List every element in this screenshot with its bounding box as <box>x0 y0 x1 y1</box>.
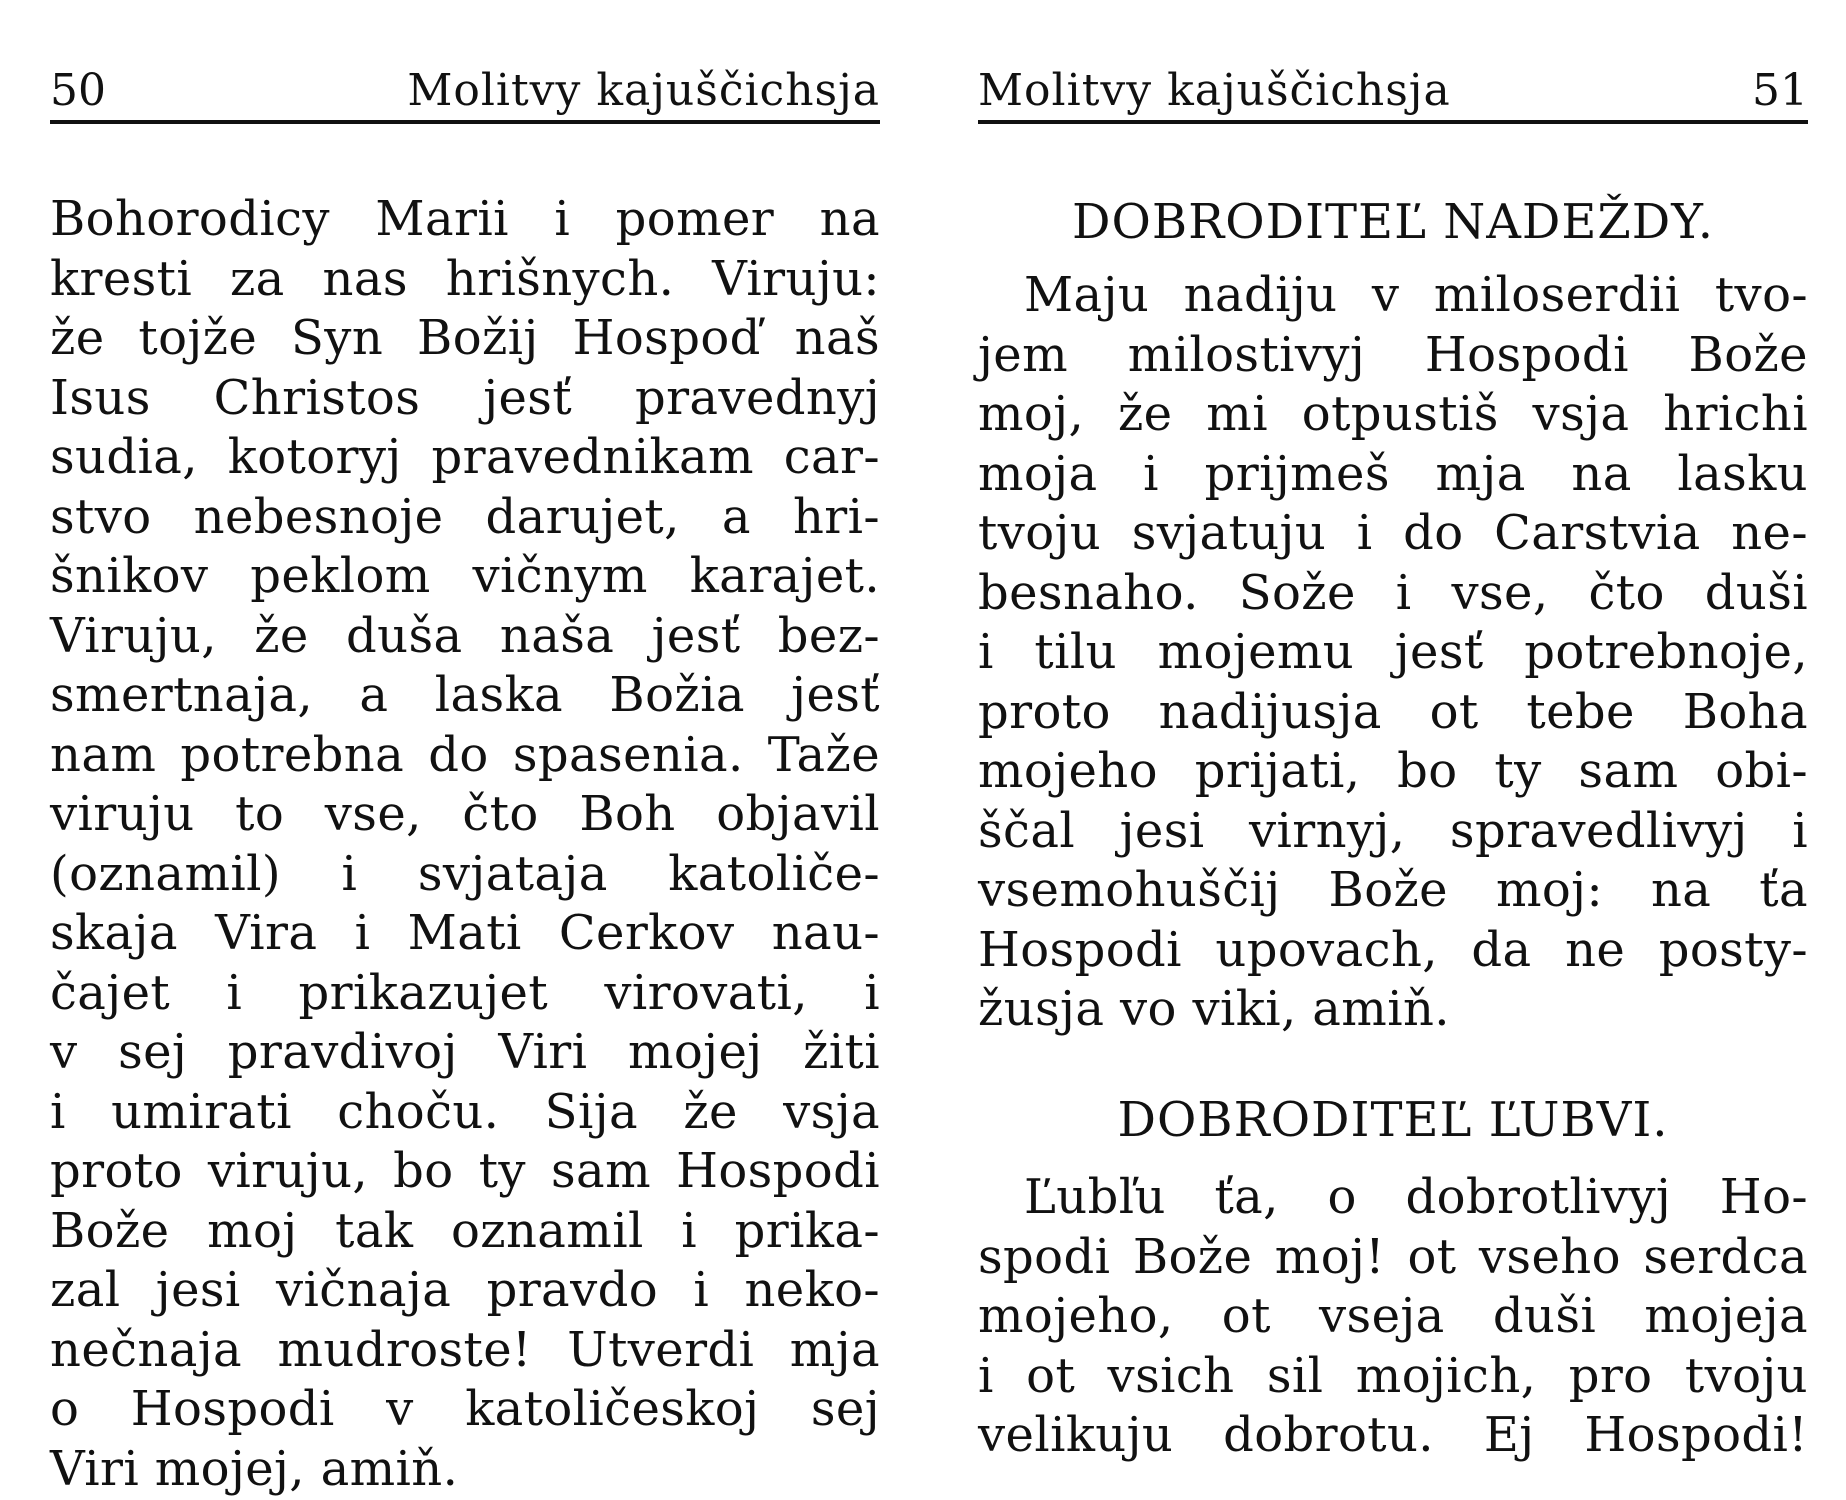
text-line: (oznamil) i svjataja katoliče- <box>50 845 880 902</box>
text-line: i tilu mojemu jesť potrebnoje, <box>978 624 1808 680</box>
text-line: tvoju svjatuju i do Carstvia ne- <box>978 505 1808 561</box>
text-line: ščal jesi virnyj, spravedlivyj i <box>978 802 1808 859</box>
text-line: sudia, kotoryj pravednikam car- <box>50 429 880 485</box>
left-running-head <box>50 62 880 124</box>
text-line: mojeho, ot vseja duši mojeja <box>978 1288 1808 1344</box>
text-line: viruju to vse, čto Boh objavil <box>50 786 880 842</box>
left-body-text <box>50 190 880 1499</box>
text-line: Hospodi upovach, da ne posty- <box>978 921 1808 978</box>
running-title: Molitvy kajuščichsja <box>978 65 1451 116</box>
text-line: proto viruju, bo ty sam Hospodi <box>50 1143 880 1199</box>
text-line: čajet i prikazujet virovati, i <box>50 964 880 1021</box>
text-line: Maju nadiju v miloserdii tvo- <box>1024 267 1808 323</box>
text-line: Viri mojej, amiň. <box>50 1440 459 1497</box>
text-line: mojeho prijati, bo ty sam obi- <box>978 743 1808 799</box>
right-running-head <box>978 62 1808 124</box>
text-line: kresti za nas hrišnych. Viruju: <box>50 250 880 307</box>
text-line: v sej pravdivoj Viri mojej žiti <box>50 1024 880 1080</box>
text-line: smertnaja, a laska Božia jesť <box>50 667 880 723</box>
heading-virtue-of-hope: DOBRODITEĽ NADEŽDY. <box>1071 194 1714 250</box>
left-page <box>50 0 880 1500</box>
running-title: Molitvy kajuščichsja <box>407 65 880 116</box>
text-line: že tojže Syn Božij Hospoď naš <box>50 310 880 366</box>
text-line: stvo nebesnoje darujet, a hri- <box>50 488 880 545</box>
text-line: jem milostivyj Hospodi Bože <box>978 326 1808 383</box>
page-number: 50 <box>50 65 106 116</box>
text-line: žusja vo viki, amiň. <box>978 981 1450 1037</box>
text-line: Ľubľu ťa, o dobrotlivyj Ho- <box>1024 1169 1808 1225</box>
text-line: Bohorodicy Marii i pomer na <box>50 191 880 247</box>
page-number: 51 <box>1752 65 1808 116</box>
text-line: i ot vsich sil mojich, pro tvoju <box>978 1347 1808 1404</box>
text-line: nam potrebna do spasenia. Taže <box>50 726 880 783</box>
text-line: Viruju, že duša naša jesť bez- <box>50 607 880 664</box>
right-page <box>978 0 1808 1500</box>
hope-paragraph <box>978 266 1808 1040</box>
text-line: šnikov peklom vičnym karajet. <box>50 548 880 604</box>
text-line: zal jesi vičnaja pravdo i neko- <box>50 1262 880 1318</box>
text-line: Isus Christos jesť pravednyj <box>50 369 880 426</box>
text-line: spodi Bože moj! ot vseho serdca <box>978 1228 1808 1285</box>
text-line: moj, že mi otpustiš vsja hrichi <box>978 386 1808 442</box>
text-line: vsemohuščij Bože moj: na ťa <box>978 862 1808 918</box>
text-line: besnaho. Sože i vse, čto duši <box>978 564 1808 621</box>
text-line: moja i prijmeš mja na lasku <box>978 445 1808 502</box>
love-paragraph <box>978 1168 1808 1466</box>
text-line: skaja Vira i Mati Cerkov nau- <box>50 905 880 961</box>
text-line: Bože moj tak oznamil i prika- <box>50 1202 880 1259</box>
text-line: nečnaja mudroste! Utverdi mja <box>50 1321 880 1378</box>
text-line: velikuju dobrotu. Ej Hospodi! <box>978 1407 1808 1463</box>
heading-virtue-of-love: DOBRODITEĽ ĽUBVI. <box>1117 1092 1669 1148</box>
text-line: proto nadijusja ot tebe Boha <box>978 683 1808 740</box>
text-line: i umirati choču. Sija že vsja <box>50 1083 880 1140</box>
text-line: o Hospodi v katoličeskoj sej <box>50 1381 880 1437</box>
